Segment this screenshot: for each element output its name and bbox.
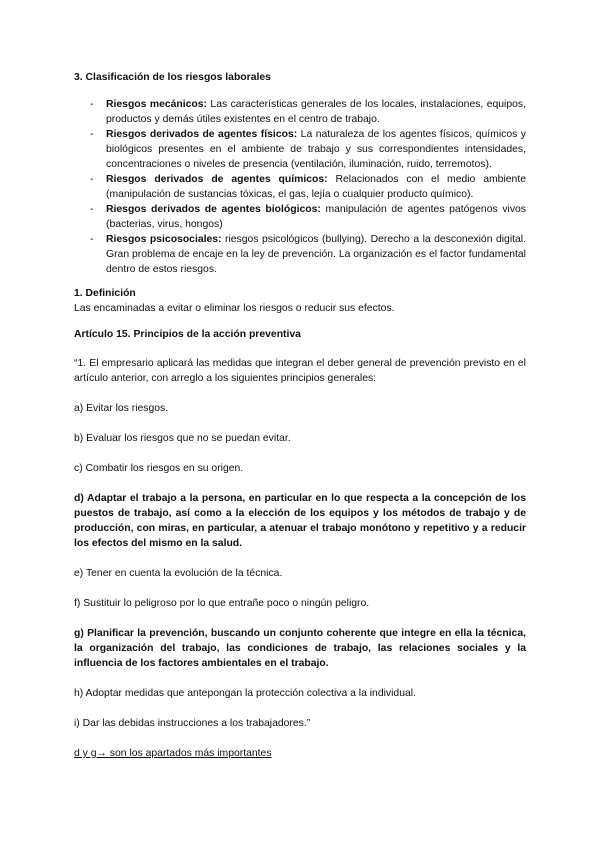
bullet-dash: - <box>90 174 94 185</box>
section1-text: Las encaminadas a evitar o eliminar los riesgos o reducir sus efectos. <box>74 303 395 314</box>
principle-a: a) Evitar los riesgos. <box>74 403 169 414</box>
principle-e: e) Tener en cuenta la evolución de la técnica. <box>74 568 283 579</box>
risk-term: Riesgos mecánicos: <box>106 99 208 110</box>
list-item <box>74 97 526 127</box>
article15-title: Artículo 15. Principios de la acción preventiva <box>74 329 301 340</box>
section1-title: 1. Definición <box>74 288 136 299</box>
principle-i: i) Dar las debidas instrucciones a los trabajadores.” <box>74 718 311 729</box>
footnote: d y g→ son los apartados más importantes <box>74 748 272 759</box>
principle-f: f) Sustituir lo peligroso por lo que entrañe poco o ningún peligro. <box>74 598 370 609</box>
risk-description: La naturaleza de los agentes físicos, químicos y biológicos presentes en el ambiente de trabajo y sus correspondientes intensidades, concentraciones o niveles de presencia (ventilación, iluminación, ruido, terremotos). <box>106 129 526 170</box>
principle-c: c) Combatir los riesgos en su origen. <box>74 463 244 474</box>
risk-description: Las características generales de los locales, instalaciones, equipos, productos y demás útiles existentes en el centro de trabajo. <box>106 99 527 125</box>
bullet-dash: - <box>90 129 94 140</box>
section3-title: 3. Clasificación de los riesgos laborales <box>74 72 271 83</box>
risk-description: manipulación de agentes patógenos vivos (bacterias, virus, hongos) <box>106 204 526 230</box>
list-item <box>74 232 526 277</box>
list-item <box>74 172 526 202</box>
risk-term: Riesgos derivados de agentes biológicos: <box>106 204 321 215</box>
bullet-dash: - <box>90 204 94 215</box>
risk-term: Riesgos derivados de agentes químicos: <box>106 174 328 185</box>
principle-h: h) Adoptar medidas que antepongan la protección colectiva a la individual. <box>74 688 416 699</box>
bullet-dash: - <box>90 99 94 110</box>
risk-description: Relacionados con el medio ambiente (manipulación de sustancias tóxicas, el gas, lejía o cualquier producto químico). <box>106 174 526 200</box>
list-item <box>74 202 526 232</box>
article15-intro: “1. El empresario aplicará las medidas que integran el deber general de prevención previsto en el artículo anterior, con arreglo a los siguientes principios generales: <box>74 358 526 384</box>
risk-term: Riesgos derivados de agentes físicos: <box>106 129 298 140</box>
risk-list <box>74 97 526 277</box>
risk-term: Riesgos psicosociales: <box>106 234 222 245</box>
principle-g: g) Planificar la prevención, buscando un conjunto coherente que integre en ella la técnica, la organización del trabajo, las condiciones de trabajo, las relaciones sociales y la influencia de los factores ambientales en el trabajo. <box>74 628 526 669</box>
document-page <box>74 70 526 761</box>
list-item <box>74 127 526 172</box>
bullet-dash: - <box>90 234 94 245</box>
risk-description: riesgos psicológicos (bullying). Derecho a la desconexión digital. Gran problema de encaje en la ley de prevención. La organización es el factor fundamental dentro de estos riesgos. <box>106 234 526 275</box>
principle-d: d) Adaptar el trabajo a la persona, en particular en lo que respecta a la concepción de los puestos de trabajo, así como a la elección de los equipos y los métodos de trabajo y de producción, con miras, en particular, a atenuar el trabajo monótono y repetitivo y a reducir los efectos del mismo en la salud. <box>74 493 526 549</box>
principle-b: b) Evaluar los riesgos que no se puedan evitar. <box>74 433 291 444</box>
